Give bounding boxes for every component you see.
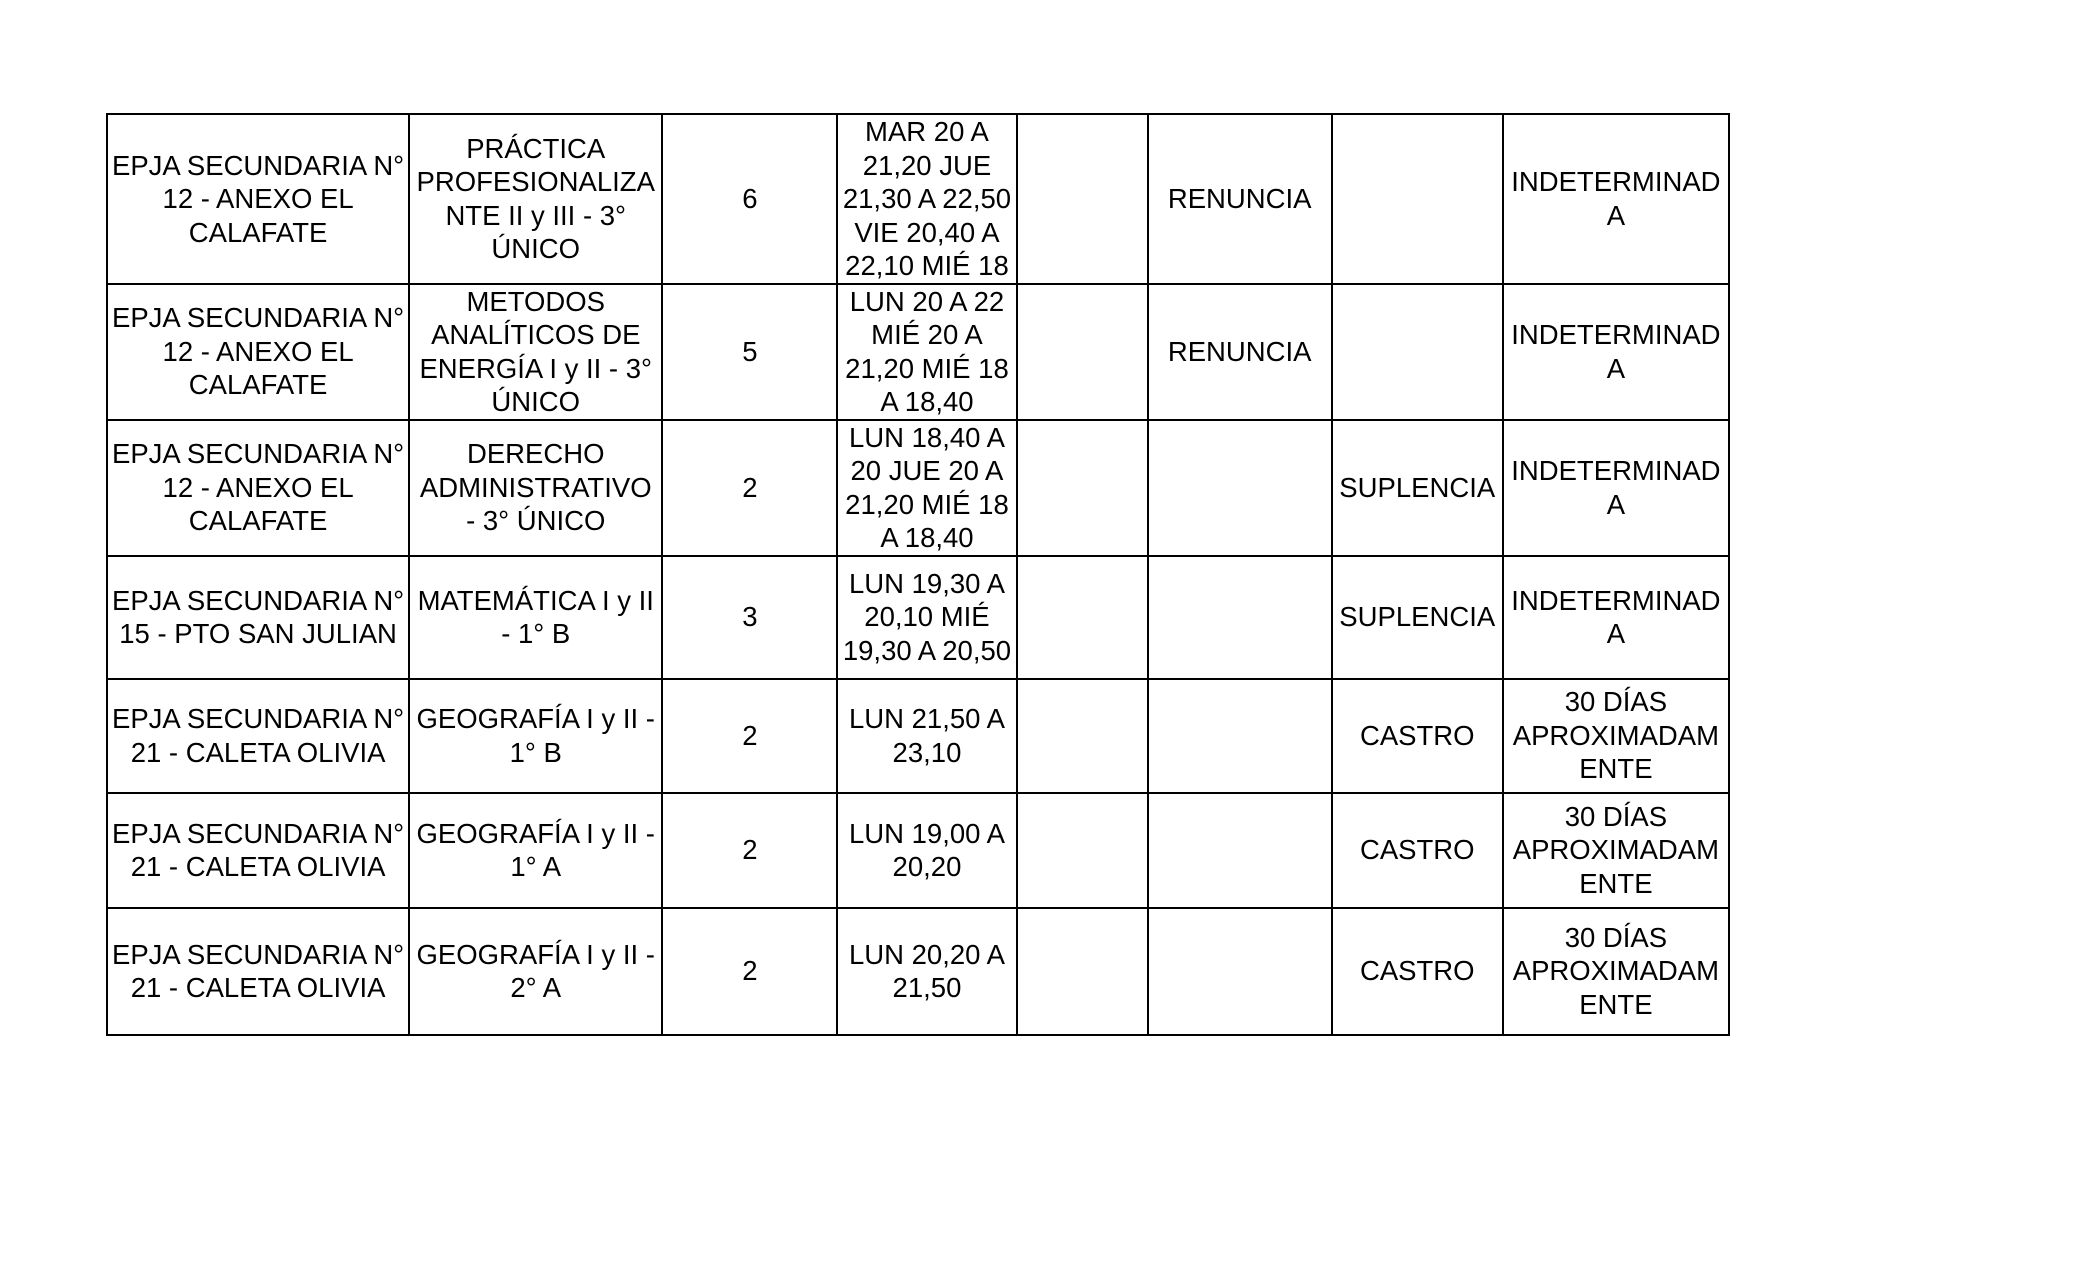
duration-cell: INDETERMINADA xyxy=(1503,556,1729,679)
reason-cell xyxy=(1148,679,1332,793)
subject-cell: DERECHO ADMINISTRATIVO - 3° ÚNICO xyxy=(409,420,662,556)
schedule-cell: LUN 19,30 A 20,10 MIÉ 19,30 A 20,50 xyxy=(837,556,1016,679)
reason-cell xyxy=(1148,793,1332,908)
school-cell: EPJA SECUNDARIA N° 21 - CALETA OLIVIA xyxy=(107,793,409,908)
school-cell: EPJA SECUNDARIA N° 21 - CALETA OLIVIA xyxy=(107,679,409,793)
holder-cell: SUPLENCIA xyxy=(1332,420,1503,556)
table-row xyxy=(107,114,1729,284)
holder-cell: CASTRO xyxy=(1332,679,1503,793)
hours-cell: 6 xyxy=(662,114,837,284)
school-cell: EPJA SECUNDARIA N° 12 - ANEXO EL CALAFATE xyxy=(107,114,409,284)
school-cell: EPJA SECUNDARIA N° 21 - CALETA OLIVIA xyxy=(107,908,409,1035)
schedule-cell: LUN 19,00 A 20,20 xyxy=(837,793,1016,908)
duration-cell: INDETERMINADA xyxy=(1503,284,1729,420)
hours-cell: 2 xyxy=(662,908,837,1035)
hours-cell: 5 xyxy=(662,284,837,420)
spreadsheet-page xyxy=(106,113,1730,1036)
school-cell: EPJA SECUNDARIA N° 12 - ANEXO EL CALAFATE xyxy=(107,284,409,420)
holder-cell: CASTRO xyxy=(1332,793,1503,908)
school-cell: EPJA SECUNDARIA N° 12 - ANEXO EL CALAFATE xyxy=(107,420,409,556)
hours-cell: 3 xyxy=(662,556,837,679)
reason-cell: RENUNCIA xyxy=(1148,114,1332,284)
table-row xyxy=(107,284,1729,420)
empty-cell xyxy=(1017,908,1148,1035)
schedule-cell: LUN 18,40 A 20 JUE 20 A 21,20 MIÉ 18 A 18,40 xyxy=(837,420,1016,556)
reason-cell xyxy=(1148,908,1332,1035)
holder-cell xyxy=(1332,284,1503,420)
subject-cell: PRÁCTICA PROFESIONALIZANTE II y III - 3° ÚNICO xyxy=(409,114,662,284)
duration-cell: 30 DÍAS APROXIMADAMENTE xyxy=(1503,679,1729,793)
table-row xyxy=(107,793,1729,908)
schedule-cell: LUN 20,20 A 21,50 xyxy=(837,908,1016,1035)
empty-cell xyxy=(1017,556,1148,679)
subject-cell: GEOGRAFÍA I y II - 1° B xyxy=(409,679,662,793)
school-cell: EPJA SECUNDARIA N° 15 - PTO SAN JULIAN xyxy=(107,556,409,679)
empty-cell xyxy=(1017,420,1148,556)
duration-cell: INDETERMINADA xyxy=(1503,420,1729,556)
holder-cell xyxy=(1332,114,1503,284)
vacancy-table xyxy=(106,113,1730,1036)
subject-cell: METODOS ANALÍTICOS DE ENERGÍA I y II - 3° ÚNICO xyxy=(409,284,662,420)
schedule-cell: LUN 21,50 A 23,10 xyxy=(837,679,1016,793)
empty-cell xyxy=(1017,679,1148,793)
subject-cell: GEOGRAFÍA I y II - 1° A xyxy=(409,793,662,908)
duration-cell: INDETERMINADA xyxy=(1503,114,1729,284)
empty-cell xyxy=(1017,284,1148,420)
hours-cell: 2 xyxy=(662,793,837,908)
table-row xyxy=(107,556,1729,679)
duration-cell: 30 DÍAS APROXIMADAMENTE xyxy=(1503,793,1729,908)
empty-cell xyxy=(1017,793,1148,908)
subject-cell: GEOGRAFÍA I y II - 2° A xyxy=(409,908,662,1035)
holder-cell: CASTRO xyxy=(1332,908,1503,1035)
reason-cell xyxy=(1148,556,1332,679)
hours-cell: 2 xyxy=(662,420,837,556)
duration-cell: 30 DÍAS APROXIMADAMENTE xyxy=(1503,908,1729,1035)
schedule-cell: MAR 20 A 21,20 JUE 21,30 A 22,50 VIE 20,40 A 22,10 MIÉ 18 xyxy=(837,114,1016,284)
schedule-cell: LUN 20 A 22 MIÉ 20 A 21,20 MIÉ 18 A 18,40 xyxy=(837,284,1016,420)
reason-cell: RENUNCIA xyxy=(1148,284,1332,420)
table-row xyxy=(107,679,1729,793)
reason-cell xyxy=(1148,420,1332,556)
holder-cell: SUPLENCIA xyxy=(1332,556,1503,679)
empty-cell xyxy=(1017,114,1148,284)
hours-cell: 2 xyxy=(662,679,837,793)
subject-cell: MATEMÁTICA I y II - 1° B xyxy=(409,556,662,679)
table-row xyxy=(107,908,1729,1035)
table-row xyxy=(107,420,1729,556)
